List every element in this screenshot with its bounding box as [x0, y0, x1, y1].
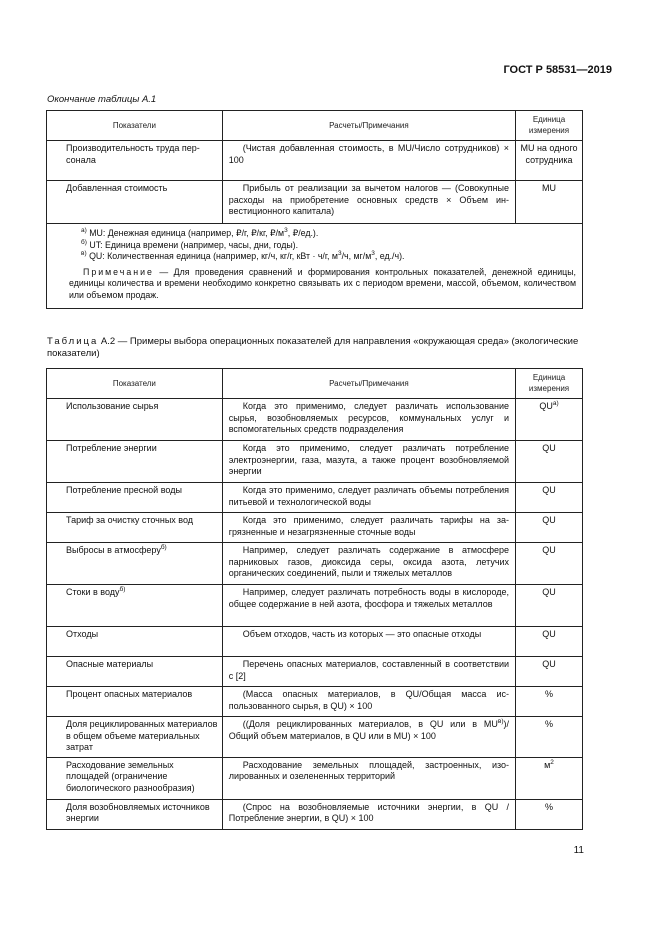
table-row [47, 181, 583, 224]
indicator-cell: Тариф за очистку сточных вод [47, 513, 223, 543]
notes-cell: Например, следует различать потребность воды в кислороде, общее содержание в ней азота, фосфора и тяжелых металлов [222, 585, 515, 627]
standard-designation: ГОСТ Р 58531—2019 [503, 64, 612, 76]
table-header-row [47, 111, 583, 141]
col-header-unit: Единица измерения [516, 369, 583, 399]
unit-cell: QU [516, 513, 583, 543]
table-row [47, 717, 583, 758]
col-header-notes: Расчеты/Примечания [222, 369, 515, 399]
col-header-notes: Расчеты/Примечания [222, 111, 515, 141]
footnotes-row [47, 224, 583, 309]
notes-cell: Когда это применимо, следует различать использование сырья, возобновляемых ресурсов, коммунальных услуг и вспомогательных средств подразделения [222, 399, 515, 441]
notes-cell: (Спрос на возобновляемые источники энергии, в QU / Потребление энергии, в QU) × 100 [222, 799, 515, 829]
table-row [47, 757, 583, 799]
table-row [47, 399, 583, 441]
table-row [47, 799, 583, 829]
indicator-cell: Потребление энергии [47, 441, 223, 483]
unit-cell: $м^2$ [516, 757, 583, 799]
table-row [47, 513, 583, 543]
table-note: Примечание — Для проведения сравнений и формирования контрольных показателей, денежной единицы, единицы количества и времени необходимо конкретно связывать их с периодом времени, массой, объемом, количеством или объемом продаж. [69, 266, 576, 301]
unit-cell: QU [516, 657, 583, 687]
unit-cell: % [516, 687, 583, 717]
table-a2-caption: Таблица А.2 — Примеры выбора операционных показателей для направления «окружающая среда» (экологические показатели) [47, 336, 579, 359]
notes-cell: (Масса опасных материалов, в QU/Общая масса использованного сырья, в QU) × 100 [222, 687, 515, 717]
table-row [47, 441, 583, 483]
notes-cell: ((Доля рециклированных материалов, в QU или в $MU^{в)})/$ Общий объем материалов, в QU или в MU) × 100 [222, 717, 515, 758]
table-row [47, 141, 583, 181]
unit-cell: MU на одного сотрудника [516, 141, 583, 181]
notes-cell: Прибыль от реализации за вычетом налогов — (Совокупные расходы на приобретение основных средств × Объем инвестиционного капитала) [222, 181, 515, 224]
unit-cell: QU [516, 483, 583, 513]
table-row [47, 585, 583, 627]
table-row [47, 657, 583, 687]
notes-cell: Когда это применимо, следует различать объемы потребления питьевой и технологической воды [222, 483, 515, 513]
indicator-cell: Опасные материалы [47, 657, 223, 687]
notes-cell: Объем отходов, часть из которых — это опасные отходы [222, 627, 515, 657]
unit-cell: MU [516, 181, 583, 224]
footnote-c: $^{в)}$ QU: Количественная единица (например, кг/ч, кг/г, кВт · ч/г, $м^3/ч$, $мг/м^3$, ед./ч). [81, 250, 405, 261]
notes-cell: Расходование земельных площадей, застроенных, изолированных и озелененных территорий [222, 757, 515, 799]
unit-cell: QU [516, 627, 583, 657]
page-number: 11 [573, 845, 584, 856]
footnote-a: $^{а)}$ MU: Денежная единица (например, ₽/г, ₽/кг, $₽/м^3$, ₽/ед.). [81, 227, 319, 238]
footnotes-cell [47, 224, 583, 309]
unit-cell: QU [516, 585, 583, 627]
table-row [47, 687, 583, 717]
footnote-b: $^{б)}$ UT: Единица времени (например, часы, дни, годы). [81, 238, 299, 250]
indicator-cell: Стоки в воду$^{б)}$ [47, 585, 223, 627]
unit-cell: % [516, 799, 583, 829]
indicator-cell: Доля рециклированных материалов в общем объеме материальных затрат [47, 717, 223, 758]
notes-cell: Перечень опасных материалов, составленный в соответствии с [2] [222, 657, 515, 687]
col-header-indicator: Показатели [47, 369, 223, 399]
table-header-row [47, 369, 583, 399]
unit-cell: QU [516, 441, 583, 483]
indicator-cell: Доля возобновляемых источников энергии [47, 799, 223, 829]
notes-cell: Когда это применимо, следует различать потребление электроэнергии, газа, мазута, а также процент возобновляемой энергии [222, 441, 515, 483]
table-continuation-caption: Окончание таблицы А.1 [47, 94, 157, 105]
indicator-cell: Использование сырья [47, 399, 223, 441]
indicator-cell: Расходование земельных площадей (ограничение биологического разнообразия) [47, 757, 223, 799]
notes-cell: Когда это применимо, следует различать тарифы на загрязненные и незагрязненные сточные воды [222, 513, 515, 543]
col-header-indicator: Показатели [47, 111, 223, 141]
table-row [47, 627, 583, 657]
col-header-unit: Единица измерения [516, 111, 583, 141]
indicator-cell: Потребление пресной воды [47, 483, 223, 513]
indicator-cell: Выбросы в атмосферу$^{б)}$ [47, 543, 223, 585]
table-a1-end [46, 110, 583, 309]
indicator-cell: Процент опасных материалов [47, 687, 223, 717]
indicator-cell: Отходы [47, 627, 223, 657]
indicator-cell: Добавленная стоимость [47, 181, 223, 224]
table-row [47, 543, 583, 585]
indicator-cell: Производительность труда персонала [47, 141, 223, 181]
notes-cell: (Чистая добавленная стоимость, в MU/Число сотрудников) × 100 [222, 141, 515, 181]
notes-cell: Например, следует различать содержание в атмосфере парниковых газов, диоксида серы, оксида азота, летучих органических соединений, пыли и тяжелых металлов [222, 543, 515, 585]
unit-cell: QU [516, 543, 583, 585]
table-row [47, 483, 583, 513]
table-a2 [46, 368, 583, 830]
unit-cell: % [516, 717, 583, 758]
unit-cell: $QU^{а)}$ [516, 399, 583, 441]
